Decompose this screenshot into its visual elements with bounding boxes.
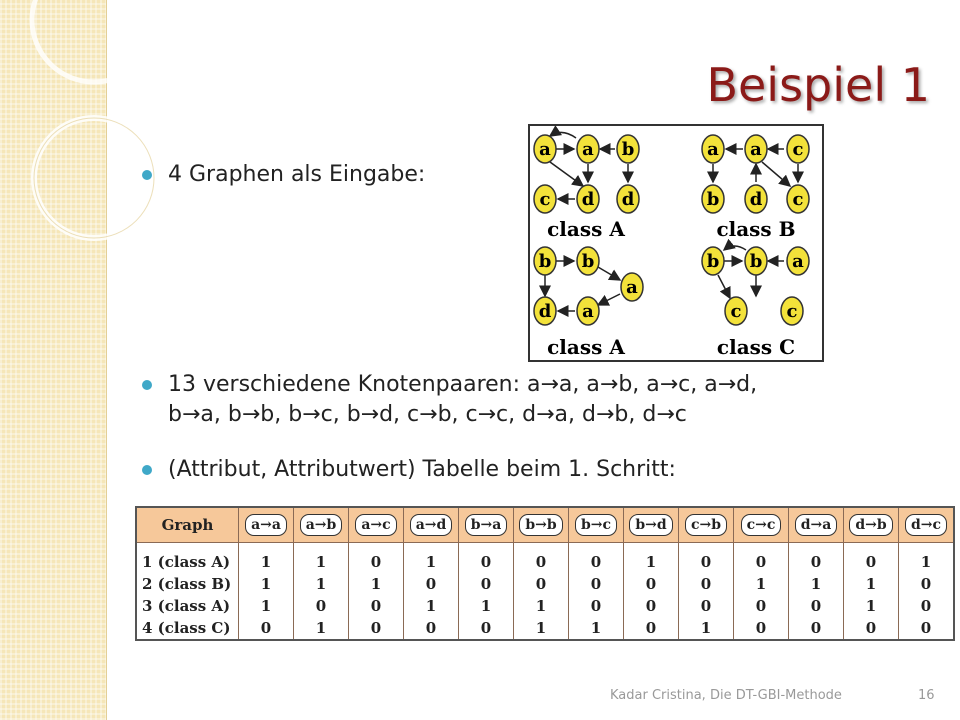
cell-value: 1 [624, 543, 679, 574]
graph-4-caption: class C [716, 335, 796, 359]
graph-1-caption: class A [547, 217, 625, 241]
svg-text:b: b [621, 139, 635, 160]
graph-3-caption: class A [547, 335, 625, 359]
row-label: 2 (class B) [136, 573, 239, 595]
cell-value: 0 [404, 573, 459, 595]
table-row [136, 573, 954, 595]
header-pair [239, 507, 294, 543]
cell-value: 0 [734, 617, 789, 640]
svg-text:a: a [539, 139, 551, 160]
header-pair-label: a→b [300, 514, 343, 536]
header-pair [624, 507, 679, 543]
cell-value: 0 [624, 617, 679, 640]
bullet-text: 4 Graphen als Eingabe: [168, 162, 426, 187]
row-label: 4 (class C) [136, 617, 239, 640]
header-pair-label: b→d [629, 514, 672, 536]
header-pair-label: b→b [519, 514, 562, 536]
cell-value: 1 [404, 595, 459, 617]
svg-text:b: b [581, 251, 595, 272]
cell-value: 0 [514, 543, 569, 574]
cell-value: 1 [239, 573, 294, 595]
header-pair [404, 507, 459, 543]
footer-author: Kadar Cristina, Die DT-GBI-Methode [610, 688, 842, 703]
cell-value: 1 [239, 595, 294, 617]
bullet-dot [142, 465, 152, 475]
attribute-table [135, 506, 955, 641]
svg-text:c: c [792, 189, 804, 210]
cell-value: 0 [789, 543, 844, 574]
header-pair-label: c→c [741, 514, 782, 536]
bullet-text: (Attribut, Attributwert) Tabelle beim 1. Schritt: [168, 457, 676, 482]
cell-value: 1 [294, 543, 349, 574]
header-pair [569, 507, 624, 543]
svg-text:a: a [582, 301, 594, 322]
cell-value: 1 [899, 543, 955, 574]
header-pair-label: b→c [575, 514, 617, 536]
svg-text:a: a [792, 251, 804, 272]
table-body [136, 543, 954, 641]
attribute-table-container [135, 506, 955, 641]
cell-value: 0 [789, 595, 844, 617]
cell-value: 1 [514, 595, 569, 617]
row-label: 3 (class A) [136, 595, 239, 617]
svg-text:d: d [621, 189, 635, 210]
header-pair-label: b→a [465, 514, 508, 536]
svg-text:a: a [750, 139, 762, 160]
cell-value: 0 [844, 543, 899, 574]
header-pair [899, 507, 955, 543]
cell-value: 0 [239, 617, 294, 640]
header-pair [294, 507, 349, 543]
bullet-text-line1: 13 verschiedene Knotenpaaren: a→a, a→b, a→c, a→d, [168, 372, 758, 397]
cell-value: 0 [679, 543, 734, 574]
svg-text:c: c [730, 301, 742, 322]
cell-value: 0 [569, 573, 624, 595]
bullet-dot [142, 380, 152, 390]
cell-value: 0 [679, 573, 734, 595]
cell-value: 1 [349, 573, 404, 595]
header-pair-label: d→c [905, 514, 947, 536]
decorative-rings [0, 0, 200, 260]
cell-value: 1 [239, 543, 294, 574]
header-pair-label: d→b [849, 514, 892, 536]
header-pair [734, 507, 789, 543]
cell-value: 0 [294, 595, 349, 617]
svg-text:b: b [706, 189, 720, 210]
cell-value: 1 [514, 617, 569, 640]
input-graphs-figure [528, 124, 824, 362]
header-pair [459, 507, 514, 543]
bullet-graph-input [168, 160, 425, 190]
table-row [136, 543, 954, 574]
cell-value: 1 [569, 617, 624, 640]
header-pair [679, 507, 734, 543]
cell-value: 0 [844, 617, 899, 640]
cell-value: 1 [679, 617, 734, 640]
svg-text:d: d [538, 301, 552, 322]
header-pair [514, 507, 569, 543]
cell-value: 0 [899, 595, 955, 617]
table-row [136, 617, 954, 640]
footer-page-number: 16 [918, 688, 935, 703]
cell-value: 0 [679, 595, 734, 617]
cell-value: 0 [514, 573, 569, 595]
slide-title: Beispiel 1 [706, 58, 930, 112]
cell-value: 0 [624, 573, 679, 595]
table-row [136, 595, 954, 617]
cell-value: 1 [459, 595, 514, 617]
cell-value: 1 [844, 595, 899, 617]
header-pair [349, 507, 404, 543]
cell-value: 0 [789, 617, 844, 640]
cell-value: 0 [349, 617, 404, 640]
cell-value: 0 [404, 617, 459, 640]
header-pair [844, 507, 899, 543]
svg-text:d: d [749, 189, 763, 210]
cell-value: 1 [294, 573, 349, 595]
bullet-text-line2: b→a, b→b, b→c, b→d, c→b, c→c, d→a, d→b, d→c [168, 402, 687, 427]
bullet-dot [142, 170, 152, 180]
cell-value: 0 [459, 617, 514, 640]
header-pair-label: a→c [355, 514, 396, 536]
header-graph: Graph [136, 507, 239, 543]
cell-value: 0 [459, 573, 514, 595]
graph-2-caption: class B [716, 217, 796, 241]
row-label: 1 (class A) [136, 543, 239, 574]
svg-text:a: a [626, 277, 638, 298]
header-pair-label: c→b [685, 514, 727, 536]
cell-value: 0 [734, 543, 789, 574]
cell-value: 0 [734, 595, 789, 617]
svg-text:a: a [707, 139, 719, 160]
header-pair [789, 507, 844, 543]
cell-value: 0 [569, 595, 624, 617]
cell-value: 1 [789, 573, 844, 595]
svg-text:c: c [786, 301, 798, 322]
header-pair-label: d→a [795, 514, 838, 536]
svg-text:c: c [539, 189, 551, 210]
header-pair-label: a→a [245, 514, 287, 536]
svg-text:b: b [538, 251, 552, 272]
header-pair-label: a→d [410, 514, 453, 536]
cell-value: 0 [459, 543, 514, 574]
cell-value: 0 [349, 595, 404, 617]
cell-value: 0 [899, 617, 955, 640]
cell-value: 1 [844, 573, 899, 595]
cell-value: 0 [569, 543, 624, 574]
bullet-node-pairs [168, 370, 928, 430]
cell-value: 0 [899, 573, 955, 595]
cell-value: 0 [624, 595, 679, 617]
svg-text:c: c [792, 139, 804, 160]
cell-value: 1 [734, 573, 789, 595]
svg-text:b: b [706, 251, 720, 272]
svg-text:b: b [749, 251, 763, 272]
svg-text:d: d [581, 189, 595, 210]
svg-text:a: a [582, 139, 594, 160]
table-header-row [136, 507, 954, 543]
bullet-table-intro [168, 455, 676, 485]
cell-value: 1 [404, 543, 459, 574]
cell-value: 1 [294, 617, 349, 640]
cell-value: 0 [349, 543, 404, 574]
